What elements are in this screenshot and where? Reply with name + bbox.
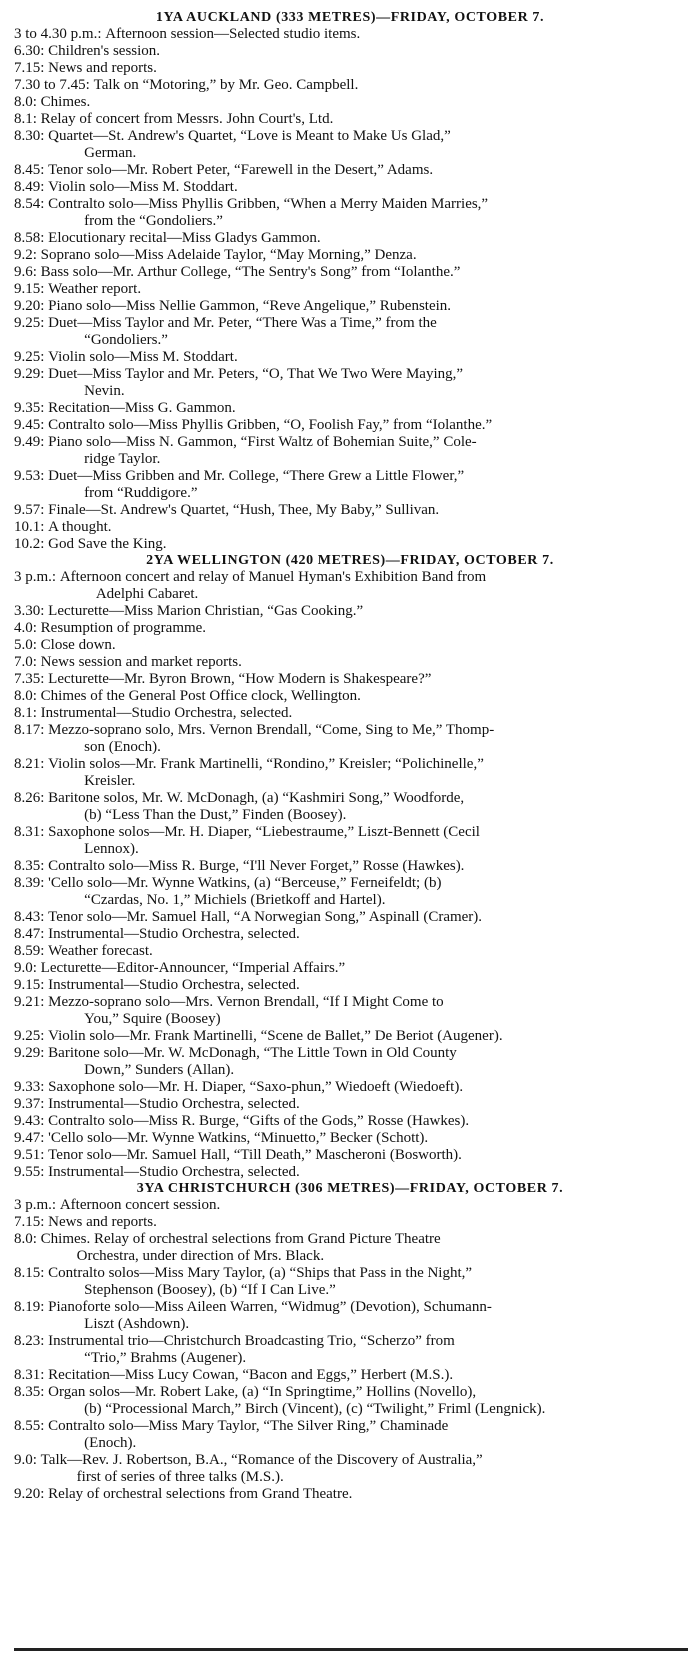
entry-time: 8.55:	[14, 1418, 45, 1434]
programme-entry	[14, 756, 686, 790]
programme-entry	[14, 366, 686, 400]
programme-entry	[14, 247, 686, 264]
programme-entry	[14, 637, 686, 654]
entry-description: Bass solo—Mr. Arthur College, “The Sentry's Song” from “Iolanthe.”	[40, 264, 461, 280]
station-heading: 2YA WELLINGTON (420 METRES)—FRIDAY, OCTOBER 7.	[146, 553, 554, 568]
entry-time: 9.53:	[14, 468, 45, 484]
entry-text	[48, 1028, 686, 1045]
entry-text	[41, 654, 686, 671]
entry-description: Tenor solo—Mr. Samuel Hall, “A Norwegian Song,” Aspinall (Cramer).	[48, 909, 483, 925]
entry-text	[48, 1113, 686, 1130]
programme-entry	[14, 417, 686, 434]
entry-text	[48, 1418, 686, 1452]
entry-time: 8.1:	[14, 111, 37, 127]
entry-text	[48, 790, 686, 824]
entry-description: Saxophone solo—Mr. H. Diaper, “Saxo-phun,” Wiedoeft (Wiedoeft).	[48, 1079, 464, 1095]
entry-description: Instrumental—Studio Orchestra, selected.	[48, 926, 300, 942]
entry-continuation: from the “Gondoliers.”	[84, 213, 223, 229]
entry-text	[48, 994, 686, 1028]
entry-description: Duet—Miss Taylor and Mr. Peters, “O, That We Two Were Maying,”	[48, 366, 464, 382]
entry-description: Duet—Miss Gribben and Mr. College, “There Grew a Little Flower,”	[48, 468, 465, 484]
programme-entry	[14, 281, 686, 298]
entry-time: 9.25:	[14, 1028, 45, 1044]
entry-time: 3 p.m.:	[14, 569, 57, 585]
station-section	[14, 553, 686, 1181]
entry-text	[48, 162, 686, 179]
entry-time: 9.55:	[14, 1164, 45, 1180]
entry-time: 7.15:	[14, 1214, 45, 1230]
entry-text	[48, 1164, 686, 1181]
entry-description: Baritone solo—Mr. W. McDonagh, “The Little Town in Old County	[48, 1045, 457, 1061]
entry-description: Quartet—St. Andrew's Quartet, “Love is Meant to Make Us Glad,”	[48, 128, 451, 144]
entry-time: 8.0:	[14, 94, 37, 110]
entry-time: 8.39:	[14, 875, 45, 891]
entry-continuation: (b) “Processional March,” Birch (Vincent), (c) “Twilight,” Friml (Lengnick).	[84, 1401, 546, 1417]
entry-continuation: Stephenson (Boosey), (b) “If I Can Live.”	[84, 1282, 336, 1298]
entry-text	[48, 349, 686, 366]
entry-time: 7.30 to 7.45:	[14, 77, 90, 93]
programme-entry	[14, 434, 686, 468]
entry-time: 8.26:	[14, 790, 45, 806]
entry-time: 9.15:	[14, 977, 45, 993]
entry-continuation: (Enoch).	[84, 1435, 137, 1451]
entry-description: Violin solo—Miss M. Stoddart.	[48, 349, 238, 365]
entry-time: 8.54:	[14, 196, 45, 212]
entry-continuation: “Czardas, No. 1,” Michiels (Brietkoff and Hartel).	[84, 892, 386, 908]
entry-time: 8.0:	[14, 1231, 37, 1247]
entry-text	[48, 536, 686, 553]
entry-continuation: from “Ruddigore.”	[84, 485, 198, 501]
programme-entry	[14, 688, 686, 705]
programme-entry	[14, 620, 686, 637]
entry-time: 9.47:	[14, 1130, 45, 1146]
programme-entry	[14, 519, 686, 536]
entry-time: 3 p.m.:	[14, 1197, 57, 1213]
entry-description: Children's session.	[48, 43, 161, 59]
entry-description: Lecturette—Mr. Byron Brown, “How Modern is Shakespeare?”	[48, 671, 432, 687]
programme-entry	[14, 1265, 686, 1299]
entry-continuation: son (Enoch).	[84, 739, 161, 755]
entry-text	[48, 1265, 686, 1299]
entry-description: Violin solo—Mr. Frank Martinelli, “Scene de Ballet,” De Beriot (Augener).	[48, 1028, 503, 1044]
entry-description: 'Cello solo—Mr. Wynne Watkins, (a) “Berceuse,” Ferneifeldt; (b)	[48, 875, 442, 891]
entry-text	[48, 281, 686, 298]
entry-time: 9.35:	[14, 400, 45, 416]
programme-entry	[14, 264, 686, 281]
entry-time: 3.30:	[14, 603, 45, 619]
entry-text	[48, 298, 686, 315]
entry-text	[48, 502, 686, 519]
entry-continuation: You,” Squire (Boosey)	[84, 1011, 221, 1027]
entry-time: 8.23:	[14, 1333, 45, 1349]
entry-description: Recitation—Miss Lucy Cowan, “Bacon and Eggs,” Herbert (M.S.).	[48, 1367, 454, 1383]
entry-time: 9.0:	[14, 960, 37, 976]
programme-entry	[14, 468, 686, 502]
entry-continuation: Nevin.	[84, 383, 125, 399]
entry-description: Instrumental—Studio Orchestra, selected.	[48, 1164, 300, 1180]
entry-text	[41, 94, 686, 111]
entry-text	[48, 196, 686, 230]
entry-time: 9.2:	[14, 247, 37, 263]
entry-description: Contralto solo—Miss R. Burge, “I'll Never Forget,” Rosse (Hawkes).	[48, 858, 465, 874]
entry-text	[48, 722, 686, 756]
entry-time: 9.25:	[14, 349, 45, 365]
entry-description: Soprano solo—Miss Adelaide Taylor, “May Morning,” Denza.	[40, 247, 417, 263]
entry-description: Baritone solos, Mr. W. McDonagh, (a) “Kashmiri Song,” Woodforde,	[48, 790, 465, 806]
entry-time: 8.47:	[14, 926, 45, 942]
programme-entry	[14, 43, 686, 60]
entry-continuation: Lennox).	[84, 841, 139, 857]
entry-continuation: Kreisler.	[84, 773, 136, 789]
entry-time: 10.1:	[14, 519, 45, 535]
bottom-rule	[14, 1648, 688, 1651]
entry-description: Instrumental trio—Christchurch Broadcasting Trio, “Scherzo” from	[48, 1333, 455, 1349]
entry-description: Contralto solo—Miss Phyllis Gribben, “O, Foolish Fay,” from “Iolanthe.”	[48, 417, 493, 433]
entry-description: Relay of concert from Messrs. John Court's, Ltd.	[40, 111, 334, 127]
entry-description: Afternoon concert session.	[59, 1197, 221, 1213]
entry-text	[48, 1147, 686, 1164]
programme-entry	[14, 1197, 686, 1214]
programme-entry	[14, 875, 686, 909]
entry-continuation: (b) “Less Than the Dust,” Finden (Boosey).	[84, 807, 347, 823]
station-section	[14, 1181, 686, 1503]
programme-entry	[14, 26, 686, 43]
programme-entry	[14, 960, 686, 977]
entry-description: Contralto solo—Miss Mary Taylor, “The Silver Ring,” Chaminade	[48, 1418, 449, 1434]
entry-time: 8.45:	[14, 162, 45, 178]
entry-time: 8.43:	[14, 909, 45, 925]
entry-continuation: “Trio,” Brahms (Augener).	[84, 1350, 247, 1366]
entry-text	[48, 858, 686, 875]
programme-entry	[14, 1333, 686, 1367]
programme-entry	[14, 1113, 686, 1130]
station-heading: 1YA AUCKLAND (333 METRES)—FRIDAY, OCTOBER 7.	[155, 10, 545, 25]
entry-description: Lecturette—Miss Marion Christian, “Gas Cooking.”	[48, 603, 364, 619]
programme-sections	[14, 10, 686, 1503]
programme-entry	[14, 77, 686, 94]
entry-continuation: German.	[84, 145, 137, 161]
programme-entry	[14, 179, 686, 196]
entry-time: 8.15:	[14, 1265, 45, 1281]
entry-description: Finale—St. Andrew's Quartet, “Hush, Thee, My Baby,” Sullivan.	[48, 502, 440, 518]
entry-text	[48, 1299, 686, 1333]
entry-description: A thought.	[48, 519, 112, 535]
programme-entry	[14, 671, 686, 688]
entry-text	[94, 77, 686, 94]
entry-text	[48, 400, 686, 417]
entry-description: Instrumental—Studio Orchestra, selected.	[48, 977, 300, 993]
entry-text	[48, 366, 686, 400]
entry-time: 8.59:	[14, 943, 45, 959]
entry-description: Contralto solo—Miss Phyllis Gribben, “When a Merry Maiden Marries,”	[48, 196, 489, 212]
station-section	[14, 10, 686, 553]
entry-text	[48, 179, 686, 196]
programme-entry	[14, 128, 686, 162]
entry-time: 8.58:	[14, 230, 45, 246]
entry-time: 9.0:	[14, 1452, 37, 1468]
entry-time: 9.29:	[14, 366, 45, 382]
entry-text	[105, 26, 686, 43]
entry-time: 10.2:	[14, 536, 45, 552]
entry-description: Saxophone solos—Mr. H. Diaper, “Liebestraume,” Liszt-Bennett (Cecil	[48, 824, 480, 840]
entry-text	[48, 977, 686, 994]
entry-text	[48, 315, 686, 349]
entry-text	[60, 569, 686, 603]
entry-text	[48, 1214, 686, 1231]
entry-description: Weather forecast.	[48, 943, 153, 959]
entry-text	[48, 909, 686, 926]
programme-entry	[14, 1164, 686, 1181]
entry-description: Pianoforte solo—Miss Aileen Warren, “Widmug” (Devotion), Schumann-	[48, 1299, 492, 1315]
programme-entry	[14, 1452, 686, 1486]
entry-time: 8.17:	[14, 722, 45, 738]
entry-text	[41, 620, 686, 637]
entry-text	[41, 705, 686, 722]
entry-text	[41, 111, 686, 128]
entry-text	[48, 1045, 686, 1079]
entry-time: 9.49:	[14, 434, 45, 450]
entry-time: 8.0:	[14, 688, 37, 704]
entry-time: 8.21:	[14, 756, 45, 772]
entry-time: 9.57:	[14, 502, 45, 518]
entry-time: 6.30:	[14, 43, 45, 59]
entry-description: News and reports.	[48, 60, 157, 76]
programme-entry	[14, 994, 686, 1028]
programme-entry	[14, 400, 686, 417]
programme-entry	[14, 1130, 686, 1147]
entry-description: Tenor solo—Mr. Robert Peter, “Farewell in the Desert,” Adams.	[48, 162, 434, 178]
entry-time: 9.15:	[14, 281, 45, 297]
programme-entry	[14, 349, 686, 366]
entry-time: 9.51:	[14, 1147, 45, 1163]
entry-description: News and reports.	[48, 1214, 157, 1230]
programme-entry	[14, 94, 686, 111]
entry-time: 9.6:	[14, 264, 37, 280]
entry-text	[48, 603, 686, 620]
entry-description: Mezzo-soprano solo—Mrs. Vernon Brendall, “If I Might Come to	[48, 994, 444, 1010]
entry-description: Piano solo—Miss N. Gammon, “First Waltz of Bohemian Suite,” Cole-	[48, 434, 477, 450]
entry-description: News session and market reports.	[40, 654, 242, 670]
entry-text	[60, 1197, 686, 1214]
station-heading: 3YA CHRISTCHURCH (306 METRES)—FRIDAY, OCTOBER 7.	[136, 1181, 564, 1196]
entry-description: Instrumental—Studio Orchestra, selected.	[48, 1096, 300, 1112]
entry-text	[48, 468, 686, 502]
entry-continuation: “Gondoliers.”	[84, 332, 168, 348]
programme-entry	[14, 1079, 686, 1096]
entry-time: 8.49:	[14, 179, 45, 195]
entry-time: 3 to 4.30 p.m.:	[14, 26, 102, 42]
entry-text	[48, 434, 686, 468]
entry-description: Afternoon session—Selected studio items.	[105, 26, 361, 42]
entry-text	[48, 1079, 686, 1096]
entry-text	[48, 1384, 686, 1418]
entry-text	[41, 960, 686, 977]
entry-continuation: Adelphi Cabaret.	[95, 586, 199, 602]
programme-entry	[14, 298, 686, 315]
entry-text	[41, 264, 686, 281]
entry-continuation: first of series of three talks (M.S.).	[76, 1469, 284, 1485]
programme-entry	[14, 722, 686, 756]
entry-time: 4.0:	[14, 620, 37, 636]
entry-description: Talk—Rev. J. Robertson, B.A., “Romance of the Discovery of Australia,”	[40, 1452, 483, 1468]
entry-text	[48, 417, 686, 434]
programme-entry	[14, 909, 686, 926]
entry-time: 9.20:	[14, 298, 45, 314]
entry-description: Weather report.	[48, 281, 142, 297]
entry-description: Instrumental—Studio Orchestra, selected.	[40, 705, 293, 721]
entry-text	[48, 1130, 686, 1147]
entry-time: 9.37:	[14, 1096, 45, 1112]
programme-entry	[14, 603, 686, 620]
entry-time: 9.25:	[14, 315, 45, 331]
entry-time: 8.1:	[14, 705, 37, 721]
entry-description: Elocutionary recital—Miss Gladys Gammon.	[48, 230, 321, 246]
entry-description: Resumption of programme.	[40, 620, 207, 636]
entry-description: Duet—Miss Taylor and Mr. Peter, “There Was a Time,” from the	[48, 315, 437, 331]
programme-entry	[14, 1486, 686, 1503]
entry-time: 8.35:	[14, 858, 45, 874]
programme-entry	[14, 1096, 686, 1113]
entry-time: 8.35:	[14, 1384, 45, 1400]
entry-description: Close down.	[40, 637, 116, 653]
entry-text	[48, 1367, 686, 1384]
entry-time: 9.45:	[14, 417, 45, 433]
programme-entry	[14, 1384, 686, 1418]
entry-description: Violin solo—Miss M. Stoddart.	[48, 179, 238, 195]
entry-continuation: ridge Taylor.	[84, 451, 161, 467]
programme-entry	[14, 569, 686, 603]
programme-entry	[14, 977, 686, 994]
entry-time: 9.29:	[14, 1045, 45, 1061]
entry-text	[48, 824, 686, 858]
entry-time: 8.19:	[14, 1299, 45, 1315]
programme-entry	[14, 536, 686, 553]
entry-text	[41, 1231, 686, 1265]
programme-entry	[14, 943, 686, 960]
entry-text	[48, 60, 686, 77]
programme-entry	[14, 1147, 686, 1164]
entry-time: 7.35:	[14, 671, 45, 687]
entry-time: 8.31:	[14, 1367, 45, 1383]
entry-description: Talk on “Motoring,” by Mr. Geo. Campbell.	[93, 77, 359, 93]
programme-entry	[14, 1418, 686, 1452]
entry-description: Chimes.	[40, 94, 91, 110]
entry-text	[48, 671, 686, 688]
entry-text	[48, 875, 686, 909]
entry-text	[48, 230, 686, 247]
programme-entry	[14, 315, 686, 349]
programme-entry	[14, 196, 686, 230]
entry-text	[48, 1333, 686, 1367]
programme-entry	[14, 1214, 686, 1231]
entry-continuation: Down,” Sunders (Allan).	[84, 1062, 235, 1078]
entry-description: Tenor solo—Mr. Samuel Hall, “Till Death,” Mascheroni (Bosworth).	[48, 1147, 462, 1163]
programme-entry	[14, 926, 686, 943]
entry-text	[48, 926, 686, 943]
entry-description: Afternoon concert and relay of Manuel Hyman's Exhibition Band from	[59, 569, 487, 585]
entry-time: 9.33:	[14, 1079, 45, 1095]
entry-description: Chimes. Relay of orchestral selections from Grand Picture Theatre	[40, 1231, 441, 1247]
entry-description: Relay of orchestral selections from Grand Theatre.	[48, 1486, 353, 1502]
programme-entry	[14, 705, 686, 722]
entry-description: Recitation—Miss G. Gammon.	[48, 400, 236, 416]
entry-description: Chimes of the General Post Office clock, Wellington.	[40, 688, 361, 704]
entry-time: 8.30:	[14, 128, 45, 144]
entry-description: Organ solos—Mr. Robert Lake, (a) “In Springtime,” Hollins (Novello),	[48, 1384, 477, 1400]
programme-entry	[14, 790, 686, 824]
programme-entry	[14, 824, 686, 858]
programme-entry	[14, 1367, 686, 1384]
entry-time: 7.0:	[14, 654, 37, 670]
entry-text	[48, 519, 686, 536]
entry-time: 9.43:	[14, 1113, 45, 1129]
entry-time: 5.0:	[14, 637, 37, 653]
entry-description: Mezzo-soprano solo, Mrs. Vernon Brendall, “Come, Sing to Me,” Thomp-	[48, 722, 495, 738]
entry-description: Piano solo—Miss Nellie Gammon, “Reve Angelique,” Rubenstein.	[48, 298, 452, 314]
entry-description: Lecturette—Editor-Announcer, “Imperial Affairs.”	[40, 960, 346, 976]
entry-time: 9.20:	[14, 1486, 45, 1502]
programme-entry	[14, 654, 686, 671]
entry-time: 7.15:	[14, 60, 45, 76]
programme-entry	[14, 502, 686, 519]
programme-entry	[14, 1028, 686, 1045]
programme-entry	[14, 858, 686, 875]
entry-continuation: Orchestra, under direction of Mrs. Black.	[76, 1248, 325, 1264]
entry-description: Contralto solos—Miss Mary Taylor, (a) “Ships that Pass in the Night,”	[48, 1265, 473, 1281]
programme-entry	[14, 111, 686, 128]
entry-description: God Save the King.	[48, 536, 167, 552]
entry-time: 8.31:	[14, 824, 45, 840]
programme-entry	[14, 1299, 686, 1333]
entry-continuation: Liszt (Ashdown).	[84, 1316, 190, 1332]
entry-text	[41, 247, 686, 264]
programme-entry	[14, 230, 686, 247]
entry-text	[41, 688, 686, 705]
entry-text	[48, 943, 686, 960]
programme-entry	[14, 1045, 686, 1079]
entry-text	[41, 637, 686, 654]
entry-description: Violin solos—Mr. Frank Martinelli, “Rondino,” Kreisler; “Polichinelle,”	[48, 756, 484, 772]
entry-text	[48, 43, 686, 60]
programme-entry	[14, 1231, 686, 1265]
entry-description: Contralto solo—Miss R. Burge, “Gifts of the Gods,” Rosse (Hawkes).	[48, 1113, 470, 1129]
entry-text	[48, 1096, 686, 1113]
entry-text	[48, 1486, 686, 1503]
programme-entry	[14, 162, 686, 179]
entry-time: 9.21:	[14, 994, 45, 1010]
programme-entry	[14, 60, 686, 77]
entry-text	[41, 1452, 686, 1486]
entry-text	[48, 128, 686, 162]
entry-description: 'Cello solo—Mr. Wynne Watkins, “Minuetto,” Becker (Schott).	[48, 1130, 429, 1146]
entry-text	[48, 756, 686, 790]
